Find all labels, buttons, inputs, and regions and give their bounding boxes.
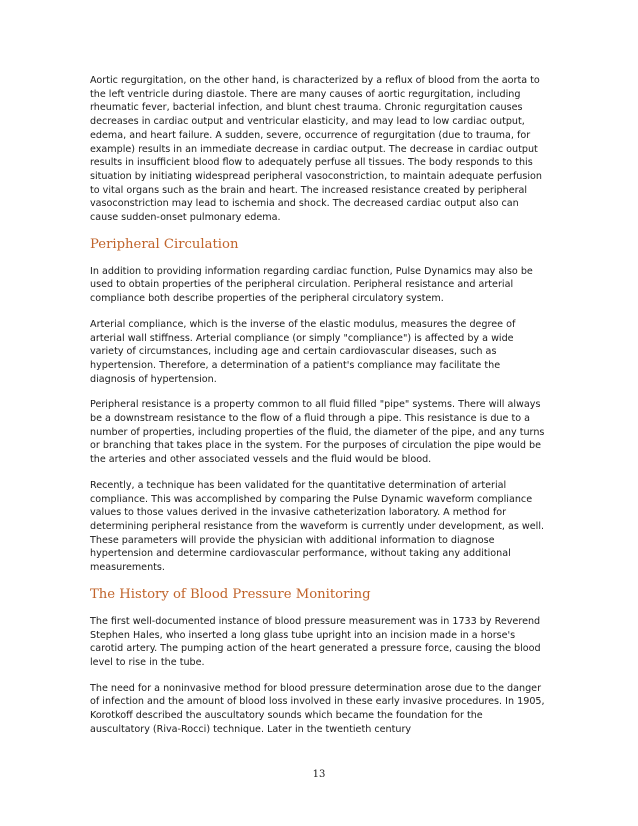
arterial-compliance-paragraph: Arterial compliance, which is the inverse of the elastic modulus, measures the degree of arterial wall stiffness. Arterial compliance (or simply "compliance") is affected by a wide variety of circumstances, including age and certain cardiovascular diseases, such as hypertension. Therefore, a determination of a patient's compliance may facilitate the diagnosis of hypertension. <box>90 318 516 385</box>
hales-paragraph: The first well-documented instance of blood pressure measurement was in 1733 by Reverend Stephen Hales, who inserted a long glass tube upright into an incision made in a horse's carotid artery. The pumping action of the heart generated a pressure force, causing the blood level to rise in the tube. <box>90 615 541 668</box>
aortic-regurgitation-paragraph: Aortic regurgitation, on the other hand, is characterized by a reflux of blood from the aorta to the left ventricle during diastole. There are many causes of aortic regurgitation, including rheumatic fever, bacterial infection, and blunt chest trauma. Chronic regurgitation causes decreases in cardiac output and ventricular elasticity, and may lead to low cardiac output, edema, and heart failure. A sudden, severe, occurrence of regurgitation (due to trauma, for example) results in an immediate decrease in cardiac output. The decrease in cardiac output results in insufficient blood flow to adequately perfuse all tissues. The body responds to this situation by initiating widespread peripheral vasoconstriction, to maintain adequate perfusion to vital organs such as the brain and heart. The increased resistance created by peripheral vasoconstriction may lead to ischemia and shock. The decreased cardiac output also can cause sudden-onset pulmonary edema. <box>90 75 542 224</box>
peripheral-resistance-paragraph: Peripheral resistance is a property common to all fluid filled "pipe" systems. There will always be a downstream resistance to the flow of a fluid through a pipe. This resistance is due to a number of properties, including properties of the fluid, the diameter of the pipe, and any turns or branching that takes place in the system. For the purposes of circulation the pipe would be the arteries and other associated vessels and the fluid would be blood. <box>90 399 545 466</box>
peripheral-intro-paragraph: In addition to providing information regarding cardiac function, Pulse Dynamics may also be used to obtain properties of the peripheral circulation. Peripheral resistance and arterial compliance both describe properties of the peripheral circulatory system. <box>90 265 533 305</box>
noninvasive-method-paragraph: The need for a noninvasive method for blood pressure determination arose due to the danger of infection and the amount of blood loss involved in these early invasive procedures. In 1905, Korotkoff described the auscultatory sounds which became the foundation for the auscultatory (Riva-Rocci) technique. Later in the twentieth century <box>90 682 545 735</box>
peripheral-circulation-heading: Peripheral Circulation <box>90 236 239 252</box>
page-number: 13 <box>312 769 326 780</box>
history-heading: The History of Blood Pressure Monitoring <box>90 586 371 602</box>
validation-technique-paragraph: Recently, a technique has been validated for the quantitative determination of arterial compliance. This was accomplished by comparing the Pulse Dynamic waveform compliance values to those values derived in the invasive catheterization laboratory. A method for determining peripheral resistance from the waveform is currently under development, as well. These parameters will provide the physician with additional information to diagnose hypertension and determine cardiovascular performance, without taking any additional measurements. <box>90 479 545 574</box>
document-page <box>90 74 545 748</box>
